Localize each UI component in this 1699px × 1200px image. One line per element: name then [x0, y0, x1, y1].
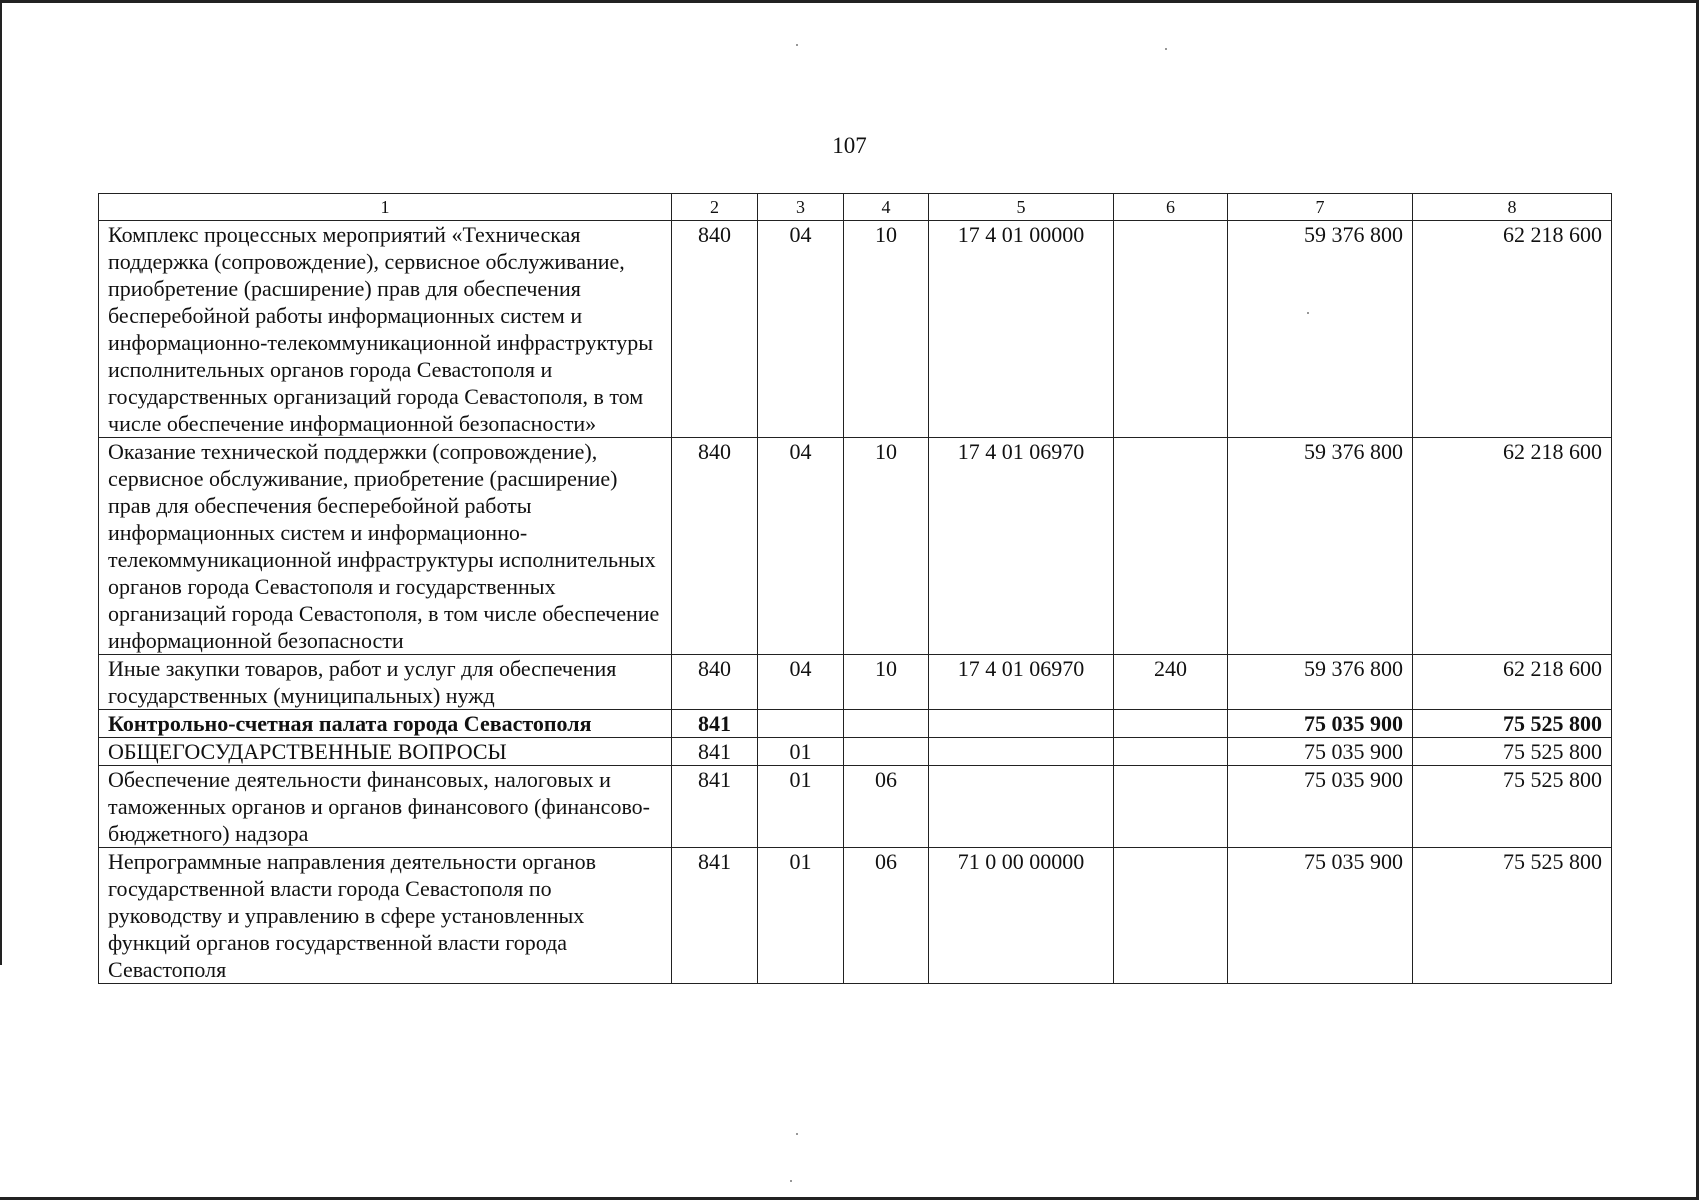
- row-code-6: 240: [1114, 655, 1228, 710]
- row-code-5: [929, 766, 1114, 848]
- row-amount-7: 75 035 900: [1228, 848, 1413, 984]
- row-amount-8: 62 218 600: [1413, 438, 1612, 655]
- row-name: Обеспечение деятельности финансовых, налоговых и таможенных органов и органов финансового (финансово-бюджетного) надзора: [99, 766, 672, 848]
- row-code-6: [1114, 848, 1228, 984]
- row-code-6: [1114, 710, 1228, 738]
- header-col-1: 1: [99, 194, 672, 221]
- row-code-3: [758, 710, 844, 738]
- row-name: Комплекс процессных мероприятий «Техническая поддержка (сопровождение), сервисное обслуживание, приобретение (расширение) прав для обеспечения бесперебойной работы информационных систем и информационно-телекоммуникационной инфраструктуры исполнительных органов города Севастополя и государственных организаций города Севастополя, в том числе обеспечение информационной безопасности»: [99, 221, 672, 438]
- row-code-2: 841: [672, 848, 758, 984]
- table-row: [99, 438, 1612, 655]
- row-name: Контрольно-счетная палата города Севастополя: [99, 710, 672, 738]
- row-code-5: 71 0 00 00000: [929, 848, 1114, 984]
- row-name: Иные закупки товаров, работ и услуг для обеспечения государственных (муниципальных) нужд: [99, 655, 672, 710]
- row-amount-8: 75 525 800: [1413, 848, 1612, 984]
- row-amount-7: 75 035 900: [1228, 766, 1413, 848]
- header-col-5: 5: [929, 194, 1114, 221]
- row-name: Оказание технической поддержки (сопровождение), сервисное обслуживание, приобретение (расширение) прав для обеспечения бесперебойной работы информационных систем и информационно-телекоммуникационной инфраструктуры исполнительных органов города Севастополя и государственных организаций города Севастополя, в том числе обеспечение информационной безопасности: [99, 438, 672, 655]
- row-amount-7: 59 376 800: [1228, 438, 1413, 655]
- header-col-3: 3: [758, 194, 844, 221]
- scan-speck: [1307, 312, 1309, 314]
- row-code-6: [1114, 221, 1228, 438]
- row-code-4: 06: [844, 848, 929, 984]
- row-code-4: [844, 710, 929, 738]
- table-row: [99, 738, 1612, 766]
- header-row: [99, 194, 1612, 221]
- row-amount-8: 62 218 600: [1413, 221, 1612, 438]
- row-code-2: 840: [672, 655, 758, 710]
- row-code-4: 06: [844, 766, 929, 848]
- scan-speck: [796, 44, 798, 46]
- row-code-2: 840: [672, 221, 758, 438]
- row-amount-7: 59 376 800: [1228, 655, 1413, 710]
- row-amount-8: 75 525 800: [1413, 710, 1612, 738]
- page-number: 107: [832, 133, 867, 158]
- row-code-2: 841: [672, 738, 758, 766]
- row-amount-7: 59 376 800: [1228, 221, 1413, 438]
- row-code-3: 04: [758, 221, 844, 438]
- table-row: [99, 655, 1612, 710]
- row-code-2: 841: [672, 710, 758, 738]
- row-code-3: 04: [758, 655, 844, 710]
- row-code-6: [1114, 766, 1228, 848]
- row-amount-8: 62 218 600: [1413, 655, 1612, 710]
- row-code-3: 04: [758, 438, 844, 655]
- header-col-6: 6: [1114, 194, 1228, 221]
- row-code-6: [1114, 738, 1228, 766]
- row-name: Непрограммные направления деятельности органов государственной власти города Севастополя по руководству и управлению в сфере установленных функций органов государственной власти города Севастополя: [99, 848, 672, 984]
- table-row: [99, 221, 1612, 438]
- row-amount-8: 75 525 800: [1413, 766, 1612, 848]
- row-code-5: 17 4 01 00000: [929, 221, 1114, 438]
- table-row: [99, 766, 1612, 848]
- row-code-4: 10: [844, 221, 929, 438]
- row-code-6: [1114, 438, 1228, 655]
- row-code-2: 841: [672, 766, 758, 848]
- row-code-5: [929, 710, 1114, 738]
- row-code-4: 10: [844, 655, 929, 710]
- header-col-7: 7: [1228, 194, 1413, 221]
- scan-speck: [790, 1180, 792, 1182]
- row-amount-8: 75 525 800: [1413, 738, 1612, 766]
- header-col-2: 2: [672, 194, 758, 221]
- row-code-3: 01: [758, 766, 844, 848]
- row-amount-7: 75 035 900: [1228, 738, 1413, 766]
- scan-speck: [796, 1133, 798, 1135]
- header-col-4: 4: [844, 194, 929, 221]
- row-code-4: [844, 738, 929, 766]
- row-code-3: 01: [758, 738, 844, 766]
- table-row: [99, 848, 1612, 984]
- table-row: [99, 710, 1612, 738]
- row-code-2: 840: [672, 438, 758, 655]
- scan-speck: [1165, 48, 1167, 50]
- row-code-3: 01: [758, 848, 844, 984]
- row-amount-7: 75 035 900: [1228, 710, 1413, 738]
- budget-table: [98, 193, 1612, 984]
- header-col-8: 8: [1413, 194, 1612, 221]
- row-name: ОБЩЕГОСУДАРСТВЕННЫЕ ВОПРОСЫ: [99, 738, 672, 766]
- row-code-5: 17 4 01 06970: [929, 438, 1114, 655]
- row-code-5: 17 4 01 06970: [929, 655, 1114, 710]
- row-code-5: [929, 738, 1114, 766]
- row-code-4: 10: [844, 438, 929, 655]
